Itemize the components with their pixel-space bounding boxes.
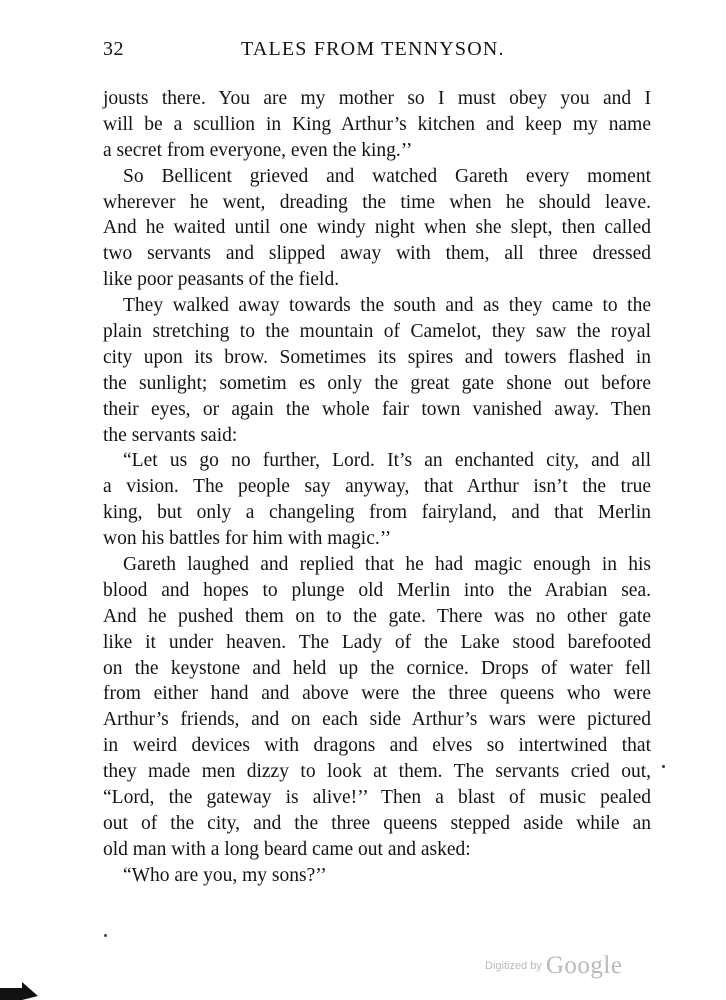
text-line: So Bellicent grieved and watched Gareth every moment: [123, 165, 651, 187]
text-line: from either hand and above were the three queens who were: [103, 683, 651, 705]
text-line: plain stretching to the mountain of Camelot, they saw the royal: [103, 321, 651, 343]
text-line: “Who are you, my sons?’’: [123, 864, 327, 886]
text-line: their eyes, or again the whole fair town vanished away. Then: [103, 398, 651, 420]
text-line: blood and hopes to plunge old Merlin into the Arabian sea.: [103, 579, 651, 601]
watermark-prefix: Digitized by: [485, 960, 542, 972]
text-line: city upon its brow. Sometimes its spires and towers flashed in: [103, 346, 651, 368]
text-line: two servants and slipped away with them, all three dressed: [103, 243, 651, 265]
text-line: in weird devices with dragons and elves so intertwined that: [103, 735, 651, 757]
text-line: They walked away towards the south and as they came to the: [123, 295, 651, 317]
page-number: 32: [103, 38, 124, 60]
text-line: on the keystone and held up the cornice. Drops of water fell: [103, 657, 651, 679]
text-line: will be a scullion in King Arthur’s kitchen and keep my name: [103, 113, 651, 135]
text-line: out of the city, and the three queens stepped aside while an: [103, 812, 651, 834]
margin-dot: [662, 765, 665, 768]
text-line: “Lord, the gateway is alive!’’ Then a blast of music pealed: [103, 787, 651, 809]
digitized-watermark: [485, 952, 622, 980]
text-line: And he waited until one windy night when she slept, then called: [103, 217, 651, 239]
text-line: king, but only a changeling from fairyland, and that Merlin: [103, 502, 651, 524]
stray-dot: [104, 934, 107, 937]
text-line: jousts there. You are my mother so I must obey you and I: [103, 88, 651, 109]
text-line: won his battles for him with magic.’’: [103, 528, 392, 550]
text-line: a secret from everyone, even the king.’’: [103, 139, 413, 161]
page-corner-mark: [0, 978, 40, 1000]
text-line: the sunlight; sometim es only the great gate shone out before: [103, 372, 651, 394]
page-header: [103, 38, 651, 70]
watermark-brand: Google: [545, 952, 623, 979]
text-line: “Let us go no further, Lord. It’s an enchanted city, and all: [123, 450, 651, 472]
text-line: like it under heaven. The Lady of the Lake stood barefooted: [103, 631, 651, 653]
text-line: a vision. The people say anyway, that Arthur isn’t the true: [103, 476, 651, 498]
running-title: TALES FROM TENNYSON.: [241, 38, 505, 60]
text-line: like poor peasants of the field.: [103, 269, 340, 291]
text-line: the servants said:: [103, 424, 238, 446]
text-line: they made men dizzy to look at them. The servants cried out,: [103, 761, 651, 783]
text-line: Gareth laughed and replied that he had magic enough in his: [123, 554, 651, 576]
body-text: [103, 86, 651, 889]
text-line: old man with a long beard came out and asked:: [103, 838, 471, 860]
text-line: wherever he went, dreading the time when he should leave.: [103, 191, 651, 213]
text-line: Arthur’s friends, and on each side Arthur’s wars were pictured: [103, 709, 651, 731]
text-line: And he pushed them on to the gate. There was no other gate: [103, 605, 651, 627]
